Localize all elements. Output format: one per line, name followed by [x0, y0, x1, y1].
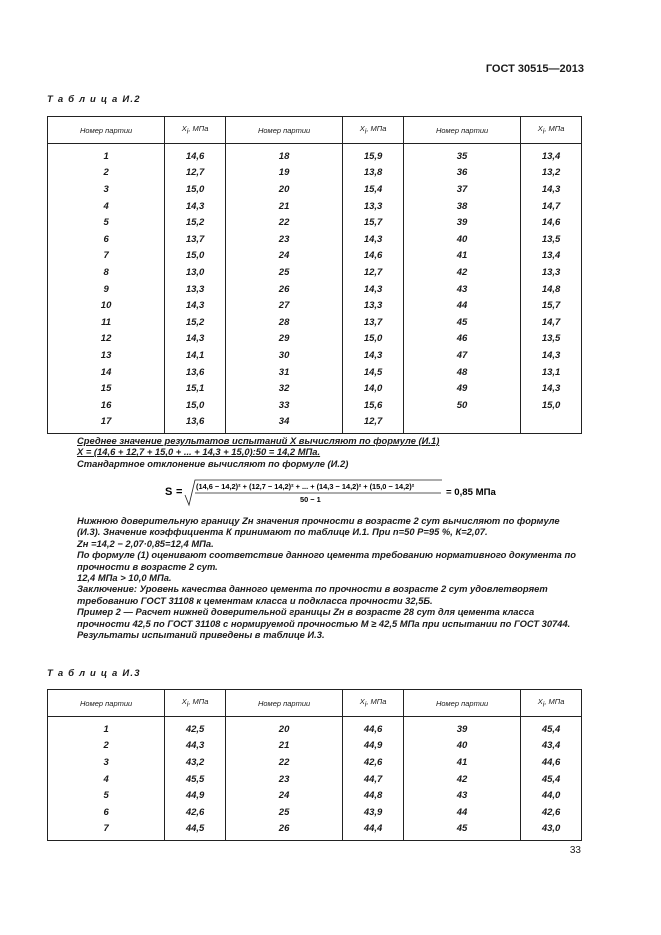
strength-value-cell: 12,7 [343, 414, 404, 434]
strength-value-cell: 15,9 [343, 144, 404, 165]
strength-value-cell: 13,6 [165, 364, 226, 381]
batch-number-cell: 21 [225, 738, 342, 755]
mean-calc: X = (14,6 + 12,7 + 15,0 + ... + 14,3 + 15,0):50 = 14,2 МПа. [77, 446, 321, 458]
batch-number-cell: 43 [403, 281, 520, 298]
strength-value-cell: 45,4 [521, 717, 582, 738]
strength-value-cell: 14,7 [521, 314, 582, 331]
batch-number-cell: 17 [48, 414, 165, 434]
batch-number-cell: 49 [403, 380, 520, 397]
strength-value-cell: 14,3 [521, 181, 582, 198]
strength-value-cell: 14,3 [343, 347, 404, 364]
batch-number-cell: 27 [225, 297, 342, 314]
batch-number-cell: 25 [225, 264, 342, 281]
strength-value-cell: 14,3 [165, 297, 226, 314]
col-header-batch: Номер партии [225, 117, 342, 144]
page-number: 33 [569, 845, 581, 856]
paragraph-zn-calc: Zн =14,2 − 2,07·0,85=12,4 МПа. [77, 537, 214, 549]
batch-number-cell: 23 [225, 771, 342, 788]
strength-value-cell: 15,2 [165, 214, 226, 231]
strength-value-cell: 13,7 [343, 314, 404, 331]
batch-number-cell: 25 [225, 804, 342, 821]
strength-value-cell [521, 414, 582, 434]
batch-number-cell: 2 [48, 738, 165, 755]
batch-number-cell: 29 [225, 331, 342, 348]
batch-number-cell: 45 [403, 314, 520, 331]
table-row [48, 297, 582, 314]
table-row [48, 198, 582, 215]
strength-value-cell: 44,8 [343, 787, 404, 804]
paragraph-results-ref: Результаты испытаний приведены в таблице И.3. [77, 629, 325, 641]
batch-number-cell: 40 [403, 231, 520, 248]
batch-number-cell: 43 [403, 787, 520, 804]
strength-value-cell: 13,5 [521, 231, 582, 248]
strength-value-cell: 15,0 [521, 397, 582, 414]
strength-value-cell: 14,6 [343, 248, 404, 265]
paragraph-comparison: 12,4 МПа > 10,0 МПа. [77, 572, 172, 584]
batch-number-cell: 24 [225, 787, 342, 804]
strength-value-cell: 12,7 [165, 165, 226, 182]
batch-number-cell: 41 [403, 248, 520, 265]
strength-value-cell: 44,6 [521, 754, 582, 771]
batch-number-cell: 9 [48, 281, 165, 298]
col-header-batch: Номер партии [403, 690, 520, 717]
col-header-batch: Номер партии [403, 117, 520, 144]
strength-value-cell: 42,5 [165, 717, 226, 738]
strength-value-cell: 15,1 [165, 380, 226, 397]
strength-value-cell: 13,3 [343, 297, 404, 314]
strength-value-cell: 14,3 [165, 198, 226, 215]
strength-value-cell: 45,4 [521, 771, 582, 788]
table-row [48, 804, 582, 821]
batch-number-cell: 32 [225, 380, 342, 397]
formula-numerator: (14,6 − 14,2)² + (12,7 − 14,2)² + ... + (14,3 − 14,2)² + (15,0 − 14,2)² [196, 482, 415, 491]
document-code: ГОСТ 30515—2013 [485, 63, 584, 75]
strength-value-cell: 15,0 [165, 397, 226, 414]
batch-number-cell: 38 [403, 198, 520, 215]
batch-number-cell: 23 [225, 231, 342, 248]
table-row [48, 380, 582, 397]
batch-number-cell: 5 [48, 787, 165, 804]
strength-value-cell: 15,4 [343, 181, 404, 198]
batch-number-cell: 50 [403, 397, 520, 414]
formula-s-symbol: S [165, 486, 173, 498]
strength-value-cell: 42,6 [521, 804, 582, 821]
mean-text-block [47, 435, 583, 469]
batch-number-cell: 22 [225, 754, 342, 771]
table-row [48, 754, 582, 771]
batch-number-cell: 4 [48, 771, 165, 788]
batch-number-cell: 39 [403, 214, 520, 231]
paragraph-lower-bound: Нижнюю доверительную границу Zн значения прочности в возрасте 2 сут вычисляют по формуле (И.3). Значение коэффициента К принимают по таблице И.1. При n=50 Р=95 %, К=2,07. [77, 515, 560, 538]
batch-number-cell: 16 [48, 397, 165, 414]
table-row [48, 264, 582, 281]
col-header-value: $X_i$, МПа [343, 690, 404, 717]
formula-result: = 0,85 МПа [446, 487, 496, 498]
batch-number-cell: 26 [225, 281, 342, 298]
strength-value-cell: 43,2 [165, 754, 226, 771]
strength-value-cell: 15,0 [165, 248, 226, 265]
table-row [48, 364, 582, 381]
col-header-value: $X_i$, МПа [343, 117, 404, 144]
strength-value-cell: 14,6 [165, 144, 226, 165]
batch-number-cell: 44 [403, 804, 520, 821]
batch-number-cell: 39 [403, 717, 520, 738]
strength-value-cell: 15,0 [165, 181, 226, 198]
batch-number-cell: 22 [225, 214, 342, 231]
batch-number-cell: 45 [403, 821, 520, 841]
strength-value-cell: 14,3 [343, 231, 404, 248]
std-formula [165, 478, 525, 510]
strength-value-cell: 13,3 [521, 264, 582, 281]
strength-value-cell: 14,1 [165, 347, 226, 364]
paragraph-example-2: Пример 2 — Расчет нижней доверительной границы Zн в возрасте 28 сут для цемента класса прочности 42,5 по ГОСТ 31108 с нормируемой прочностью М ≥ 42,5 МПа при испытании по ГОСТ 30744. [77, 606, 571, 629]
strength-value-cell: 42,6 [165, 804, 226, 821]
strength-value-cell: 13,3 [343, 198, 404, 215]
table-row [48, 347, 582, 364]
strength-value-cell: 44,0 [521, 787, 582, 804]
batch-number-cell: 36 [403, 165, 520, 182]
batch-number-cell: 5 [48, 214, 165, 231]
strength-value-cell: 14,3 [521, 380, 582, 397]
batch-number-cell: 42 [403, 264, 520, 281]
batch-number-cell: 13 [48, 347, 165, 364]
table-i2-caption: Т а б л и ц а И.2 [47, 94, 141, 105]
table-i2 [47, 116, 582, 434]
batch-number-cell: 15 [48, 380, 165, 397]
batch-number-cell: 46 [403, 331, 520, 348]
batch-number-cell: 7 [48, 821, 165, 841]
strength-value-cell: 14,6 [521, 214, 582, 231]
mean-line: Среднее значение результатов испытаний X вычисляют по формуле (И.1) [77, 435, 440, 446]
batch-number-cell: 40 [403, 738, 520, 755]
paragraph-conclusion: Заключение: Уровень качества данного цемента по прочности в возрасте 2 сут удовлетворяет требованию ГОСТ 31108 к цементам класса и подкласса прочности 32,5Б. [77, 583, 548, 606]
col-header-value: $X_i$, МПа [521, 117, 582, 144]
batch-number-cell: 1 [48, 144, 165, 165]
batch-number-cell: 44 [403, 297, 520, 314]
table-row [48, 717, 582, 738]
strength-value-cell: 14,8 [521, 281, 582, 298]
strength-value-cell: 44,5 [165, 821, 226, 841]
batch-number-cell: 11 [48, 314, 165, 331]
strength-value-cell: 43,0 [521, 821, 582, 841]
strength-value-cell: 14,3 [521, 347, 582, 364]
table-row [48, 821, 582, 841]
table-row [48, 214, 582, 231]
batch-number-cell: 8 [48, 264, 165, 281]
strength-value-cell: 15,0 [343, 331, 404, 348]
batch-number-cell: 47 [403, 347, 520, 364]
col-header-value: $X_i$, МПа [165, 690, 226, 717]
table-row [48, 414, 582, 434]
strength-value-cell: 13,7 [165, 231, 226, 248]
strength-value-cell: 13,3 [165, 281, 226, 298]
strength-value-cell: 13,6 [165, 414, 226, 434]
strength-value-cell: 13,1 [521, 364, 582, 381]
strength-value-cell: 13,8 [343, 165, 404, 182]
col-header-value: $X_i$, МПа [165, 117, 226, 144]
batch-number-cell: 12 [48, 331, 165, 348]
strength-value-cell: 44,9 [165, 787, 226, 804]
strength-value-cell: 15,7 [521, 297, 582, 314]
strength-value-cell: 43,4 [521, 738, 582, 755]
batch-number-cell: 26 [225, 821, 342, 841]
batch-number-cell: 35 [403, 144, 520, 165]
strength-value-cell: 12,7 [343, 264, 404, 281]
strength-value-cell: 42,6 [343, 754, 404, 771]
strength-value-cell: 14,3 [343, 281, 404, 298]
batch-number-cell: 20 [225, 717, 342, 738]
strength-value-cell: 13,0 [165, 264, 226, 281]
table-row [48, 331, 582, 348]
strength-value-cell: 43,9 [343, 804, 404, 821]
table-row [48, 144, 582, 165]
batch-number-cell: 30 [225, 347, 342, 364]
batch-number-cell: 14 [48, 364, 165, 381]
batch-number-cell: 6 [48, 231, 165, 248]
batch-number-cell: 19 [225, 165, 342, 182]
batch-number-cell: 1 [48, 717, 165, 738]
strength-value-cell: 44,3 [165, 738, 226, 755]
strength-value-cell: 14,5 [343, 364, 404, 381]
col-header-batch: Номер партии [225, 690, 342, 717]
table-row [48, 281, 582, 298]
strength-value-cell: 14,7 [521, 198, 582, 215]
batch-number-cell: 33 [225, 397, 342, 414]
table-i3 [47, 689, 582, 841]
batch-number-cell: 18 [225, 144, 342, 165]
col-header-batch: Номер партии [48, 117, 165, 144]
strength-value-cell: 15,6 [343, 397, 404, 414]
batch-number-cell: 24 [225, 248, 342, 265]
strength-value-cell: 13,2 [521, 165, 582, 182]
paragraph-compliance: По формуле (1) оценивают соответствие данного цемента требованию нормативного документа по прочности в возрасте 2 сут. [77, 549, 576, 572]
batch-number-cell: 37 [403, 181, 520, 198]
table-row [48, 397, 582, 414]
batch-number-cell: 2 [48, 165, 165, 182]
batch-number-cell: 3 [48, 754, 165, 771]
batch-number-cell: 31 [225, 364, 342, 381]
batch-number-cell: 42 [403, 771, 520, 788]
table-row [48, 231, 582, 248]
batch-number-cell: 21 [225, 198, 342, 215]
batch-number-cell: 6 [48, 804, 165, 821]
strength-value-cell: 44,9 [343, 738, 404, 755]
batch-number-cell: 10 [48, 297, 165, 314]
strength-value-cell: 14,3 [165, 331, 226, 348]
batch-number-cell: 41 [403, 754, 520, 771]
table-row [48, 165, 582, 182]
table-row [48, 738, 582, 755]
strength-value-cell: 44,6 [343, 717, 404, 738]
table-row [48, 787, 582, 804]
strength-value-cell: 44,7 [343, 771, 404, 788]
col-header-value: $X_i$, МПа [521, 690, 582, 717]
strength-value-cell: 13,5 [521, 331, 582, 348]
batch-number-cell: 3 [48, 181, 165, 198]
formula-denominator: 50 − 1 [300, 495, 321, 504]
col-header-batch: Номер партии [48, 690, 165, 717]
strength-value-cell: 13,4 [521, 144, 582, 165]
table-i3-caption: Т а б л и ц а И.3 [47, 668, 141, 679]
strength-value-cell: 15,2 [165, 314, 226, 331]
batch-number-cell: 7 [48, 248, 165, 265]
table-row [48, 181, 582, 198]
strength-value-cell: 13,4 [521, 248, 582, 265]
strength-value-cell: 45,5 [165, 771, 226, 788]
conclusion-text-block [47, 515, 583, 640]
std-line: Стандартное отклонение вычисляют по формуле (И.2) [77, 457, 349, 469]
batch-number-cell [403, 414, 520, 434]
batch-number-cell: 48 [403, 364, 520, 381]
table-row [48, 314, 582, 331]
strength-value-cell: 44,4 [343, 821, 404, 841]
batch-number-cell: 20 [225, 181, 342, 198]
batch-number-cell: 34 [225, 414, 342, 434]
table-row [48, 248, 582, 265]
table-row [48, 771, 582, 788]
batch-number-cell: 4 [48, 198, 165, 215]
strength-value-cell: 15,7 [343, 214, 404, 231]
svg-text:=: = [176, 486, 183, 498]
strength-value-cell: 14,0 [343, 380, 404, 397]
batch-number-cell: 28 [225, 314, 342, 331]
